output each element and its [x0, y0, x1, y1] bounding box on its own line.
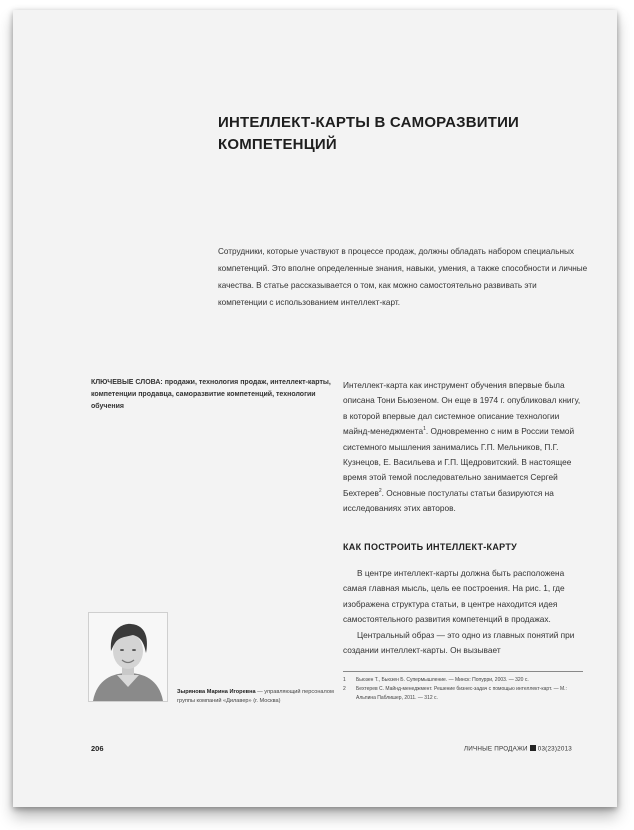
- journal-footer: [464, 745, 572, 753]
- footnote-ref-2: 2: [378, 488, 382, 495]
- footnote-number: 2: [343, 686, 346, 692]
- journal-name: ЛИЧНЫЕ ПРОДАЖИ: [463, 745, 528, 753]
- article-title: ИНТЕЛЛЕКТ-КАРТЫ В САМОРАЗВИТИИ КОМПЕТЕНЦИЙ: [218, 114, 520, 153]
- body-paragraph-2: Центральный образ — это одно из главных понятий при создании интеллект-карты. Он вызывает: [343, 629, 575, 656]
- keywords: КЛЮЧЕВЫЕ СЛОВА: продажи, технология продаж, интеллект-карты, компетенции продавца, саморазвитие компетенций, технологии обучения: [91, 379, 331, 410]
- intro-text-1: Интеллект-карта как инструмент обучения впервые была описана Тони Бьюзеном. Он еще в 1974 г. опубликовал книгу, в которой впервые дал системное описание технологии майнд-менеджмента: [343, 380, 581, 437]
- footnote-1: [343, 676, 588, 685]
- footnote-number: 1: [343, 677, 346, 683]
- author-name: Зырянова Марина Игоревна: [177, 689, 256, 695]
- square-bullet-icon: [530, 745, 536, 751]
- author-portrait-icon: [89, 613, 167, 701]
- footnote-text: Бьюзен Т., Бьюзен Б. Супермышление. — Минск: Попурри, 2003. — 320 с.: [356, 677, 529, 683]
- page-number: 206: [91, 744, 104, 753]
- intro-paragraph: [343, 378, 583, 517]
- journal-issue: 03(23)2013: [537, 745, 572, 753]
- magazine-page: [13, 10, 617, 807]
- section-body: [343, 566, 583, 658]
- footnote-2: [343, 685, 588, 703]
- author-photo: [88, 612, 168, 702]
- footnote-ref-1: 1: [423, 426, 426, 433]
- footnote-text: Бехтерев С. Майнд-менеджмент. Решение бизнес-задач с помощью интеллект-карт. — М.: Альпина Паблишер, 2011. — 312 с.: [356, 686, 567, 701]
- footnote-divider: [343, 671, 583, 672]
- author-role: — управляющий персоналом группы компаний «Дилавер» (г. Москва): [177, 689, 334, 704]
- intro-text-2: . Одновременно с ним в России темой системного мышления занимались Г.П. Мельников, П.Г. Кузнецов, Е. Васильева и Г.П. Щедровитский. В настоящее время этой темой последовательно занимается Сергей Бехтерев: [343, 426, 575, 498]
- author-caption: [177, 688, 337, 706]
- section-heading: КАК ПОСТРОИТЬ ИНТЕЛЛЕКТ-КАРТУ: [343, 542, 518, 552]
- article-lead: Сотрудники, которые участвуют в процессе продаж, должны обладать набором специальных компетенций. Это вполне определенные знания, навыки, умения, а также способности и личные качества. В статье рассказывается о том, как можно самостоятельно развивать эти компетенции с использованием интеллект-карт.: [218, 247, 588, 307]
- intro-text-3: . Основные постулаты статьи базируются на исследованиях этих авторов.: [343, 487, 554, 514]
- footnotes: [343, 676, 588, 703]
- body-paragraph-1: В центре интеллект-карты должна быть расположена самая главная мысль, цель ее построения. На рис. 1, где изображена структура статьи, в центре находится идея самостоятельного развития компетенций в продажах.: [343, 568, 565, 625]
